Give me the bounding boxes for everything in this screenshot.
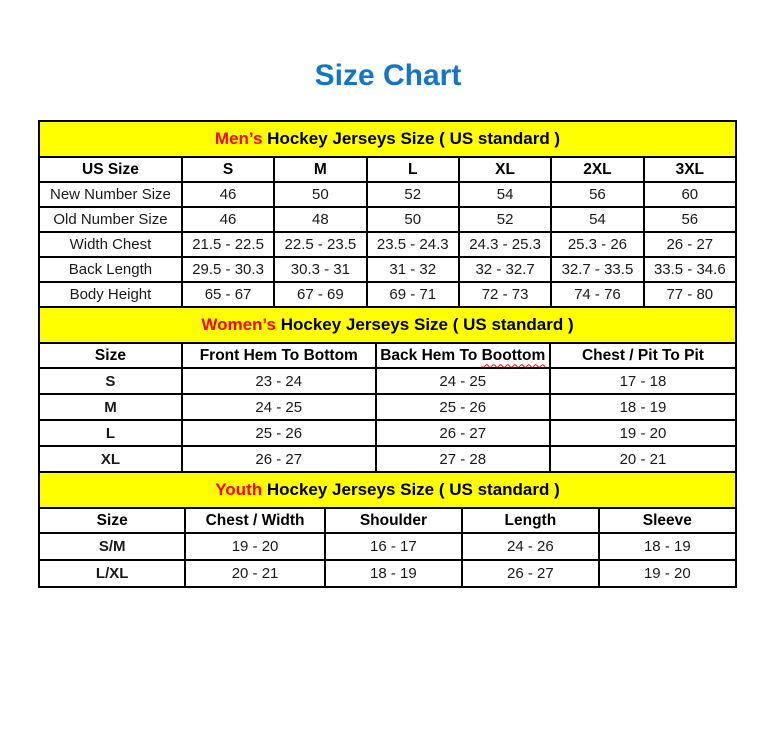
section-title	[39, 121, 736, 157]
size-value: 16 - 17	[325, 533, 462, 560]
size-value: 22.5 - 23.5	[274, 232, 366, 257]
row-label: New Number Size	[39, 182, 182, 207]
size-value: 18 - 19	[325, 560, 462, 587]
womens-size-table	[38, 306, 737, 473]
size-value: 46	[182, 182, 274, 207]
column-header: L	[367, 157, 459, 182]
row-label: Old Number Size	[39, 207, 182, 232]
size-value: 74 - 76	[551, 282, 643, 307]
women-data-row	[39, 446, 736, 472]
men-data-row	[39, 257, 736, 282]
section-title-highlight: Women’s	[201, 315, 276, 334]
size-value: 20 - 21	[185, 560, 324, 587]
men-data-row	[39, 207, 736, 232]
column-header: 3XL	[644, 157, 736, 182]
size-value: 19 - 20	[599, 560, 736, 587]
size-value: 23.5 - 24.3	[367, 232, 459, 257]
column-header: Size	[39, 343, 182, 368]
column-header	[376, 343, 550, 368]
men-data-row	[39, 282, 736, 307]
youth-size-table	[38, 471, 737, 588]
men-section-band	[39, 121, 736, 157]
size-value: 56	[551, 182, 643, 207]
row-label: S	[39, 368, 182, 394]
women-data-row	[39, 420, 736, 446]
size-value: 69 - 71	[367, 282, 459, 307]
column-header: Sleeve	[599, 508, 736, 533]
row-label: M	[39, 394, 182, 420]
size-value: 65 - 67	[182, 282, 274, 307]
size-value: 18 - 19	[550, 394, 736, 420]
youth-data-row	[39, 533, 736, 560]
size-value: 52	[367, 182, 459, 207]
section-title-highlight: Men’s	[214, 129, 263, 148]
women-section-band	[39, 307, 736, 343]
size-value: 30.3 - 31	[274, 257, 366, 282]
women-column-header-row	[39, 343, 736, 368]
row-label: XL	[39, 446, 182, 472]
size-value: 31 - 32	[367, 257, 459, 282]
section-title-highlight: Youth	[215, 480, 263, 499]
column-header: Shoulder	[325, 508, 462, 533]
size-value: 19 - 20	[185, 533, 324, 560]
size-value: 52	[459, 207, 551, 232]
section-title-rest: Hockey Jerseys Size ( US standard )	[262, 129, 561, 148]
size-tables-container	[38, 120, 737, 588]
size-value: 21.5 - 22.5	[182, 232, 274, 257]
size-value: 33.5 - 34.6	[644, 257, 736, 282]
column-header: Front Hem To Bottom	[182, 343, 376, 368]
column-header: 2XL	[551, 157, 643, 182]
section-title-rest: Hockey Jerseys Size ( US standard )	[262, 480, 560, 499]
section-title	[39, 307, 736, 343]
size-value: 67 - 69	[274, 282, 366, 307]
size-value: 18 - 19	[599, 533, 736, 560]
size-value: 19 - 20	[550, 420, 736, 446]
column-header-text: Back Hem To	[380, 346, 482, 364]
size-chart-page	[0, 58, 776, 750]
column-header: Size	[39, 508, 185, 533]
size-value: 26 - 27	[182, 446, 376, 472]
row-label: Body Height	[39, 282, 182, 307]
size-value: 32 - 32.7	[459, 257, 551, 282]
men-data-row	[39, 182, 736, 207]
youth-data-row	[39, 560, 736, 587]
size-value: 26 - 27	[644, 232, 736, 257]
section-title	[39, 472, 736, 508]
youth-column-header-row	[39, 508, 736, 533]
size-value: 23 - 24	[182, 368, 376, 394]
size-value: 77 - 80	[644, 282, 736, 307]
women-data-row	[39, 394, 736, 420]
size-value: 25.3 - 26	[551, 232, 643, 257]
size-value: 60	[644, 182, 736, 207]
misspelled-word: Boottom	[481, 346, 546, 364]
women-data-row	[39, 368, 736, 394]
size-value: 24.3 - 25.3	[459, 232, 551, 257]
size-value: 24 - 26	[462, 533, 599, 560]
row-label: L/XL	[39, 560, 185, 587]
size-value: 26 - 27	[376, 420, 550, 446]
size-value: 20 - 21	[550, 446, 736, 472]
size-value: 32.7 - 33.5	[551, 257, 643, 282]
column-header: S	[182, 157, 274, 182]
mens-size-table	[38, 120, 737, 308]
size-value: 46	[182, 207, 274, 232]
size-value: 54	[551, 207, 643, 232]
row-label: S/M	[39, 533, 185, 560]
size-value: 48	[274, 207, 366, 232]
size-value: 72 - 73	[459, 282, 551, 307]
size-value: 56	[644, 207, 736, 232]
size-value: 29.5 - 30.3	[182, 257, 274, 282]
size-value: 27 - 28	[376, 446, 550, 472]
column-header: Length	[462, 508, 599, 533]
size-value: 17 - 18	[550, 368, 736, 394]
youth-section-band	[39, 472, 736, 508]
row-label: Back Length	[39, 257, 182, 282]
size-value: 25 - 26	[182, 420, 376, 446]
size-value: 24 - 25	[182, 394, 376, 420]
column-header: M	[274, 157, 366, 182]
section-title-rest: Hockey Jerseys Size ( US standard )	[275, 315, 574, 334]
size-value: 50	[367, 207, 459, 232]
row-label: L	[39, 420, 182, 446]
page-title: Size Chart	[314, 59, 462, 92]
size-value: 26 - 27	[462, 560, 599, 587]
column-header: Chest / Pit To Pit	[550, 343, 736, 368]
men-data-row	[39, 232, 736, 257]
column-header: US Size	[39, 157, 182, 182]
column-header: XL	[459, 157, 551, 182]
size-value: 25 - 26	[376, 394, 550, 420]
size-value: 50	[274, 182, 366, 207]
size-value: 54	[459, 182, 551, 207]
row-label: Width Chest	[39, 232, 182, 257]
men-column-header-row	[39, 157, 736, 182]
column-header: Chest / Width	[185, 508, 324, 533]
size-value: 24 - 25	[376, 368, 550, 394]
